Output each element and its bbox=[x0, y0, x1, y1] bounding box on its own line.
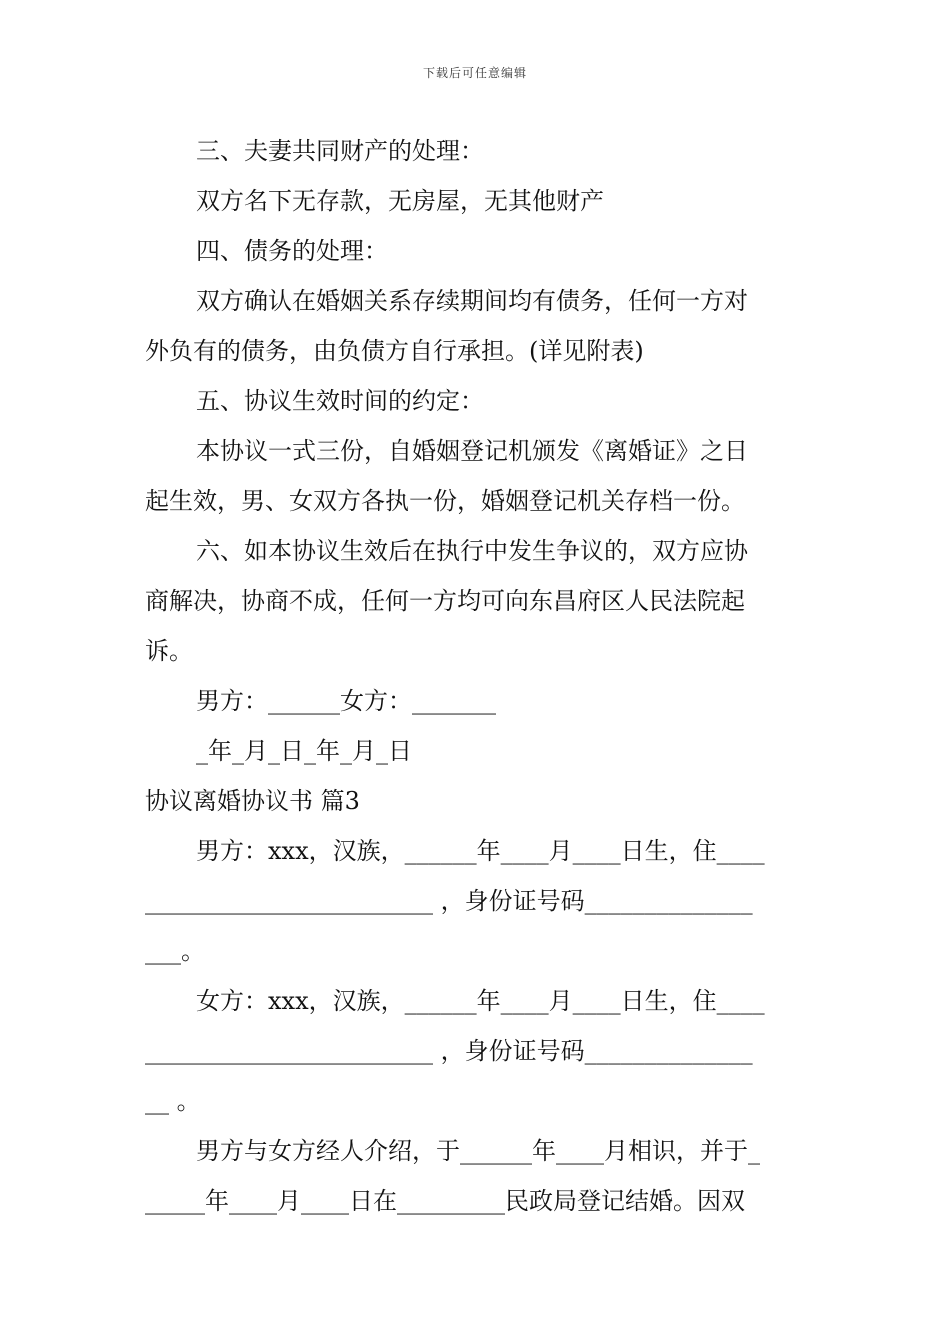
paragraph-line: ___。 bbox=[145, 937, 205, 965]
paragraph-line: 男方：xxx，汉族，______年____月____日生，住____ bbox=[196, 837, 765, 865]
paragraph-line: 六、如本协议生效后在执行中发生争议的，双方应协 bbox=[196, 537, 748, 565]
paragraph-line: 双方确认在婚姻关系存续期间均有债务，任何一方对 bbox=[196, 287, 748, 315]
section-heading-effective-time: 五、协议生效时间的约定： bbox=[196, 387, 484, 415]
section-heading-property: 三、夫妻共同财产的处理： bbox=[196, 137, 484, 165]
paragraph-line: ________________________ ，身份证号码______________ bbox=[145, 1037, 753, 1065]
paragraph-line: _____年____月____日在_________民政局登记结婚。因双 bbox=[145, 1187, 745, 1215]
signature-line: 男方：______女方：_______ bbox=[196, 687, 496, 715]
paragraph-line: 商解决，协商不成，任何一方均可向东昌府区人民法院起 bbox=[145, 587, 745, 615]
section-heading-debt: 四、债务的处理： bbox=[196, 237, 388, 265]
paragraph-line: 双方名下无存款，无房屋，无其他财产 bbox=[196, 187, 604, 215]
date-line: _年_月_日_年_月_日 bbox=[196, 737, 412, 765]
paragraph-line: 女方：xxx，汉族，______年____月____日生，住____ bbox=[196, 987, 765, 1015]
paragraph-line: 男方与女方经人介绍，于______年____月相识，并于_ bbox=[196, 1137, 760, 1165]
paragraph-line: 本协议一式三份，自婚姻登记机颁发《离婚证》之日 bbox=[196, 437, 748, 465]
paragraph-line: 起生效，男、女双方各执一份，婚姻登记机关存档一份。 bbox=[145, 487, 745, 515]
page-header: 下载后可任意编辑 bbox=[422, 66, 527, 80]
document-title: 协议离婚协议书 篇3 bbox=[145, 787, 360, 815]
document-body bbox=[145, 126, 809, 1226]
paragraph-line: ________________________ ，身份证号码______________ bbox=[145, 887, 753, 915]
paragraph-line: 外负有的债务，由负债方自行承担。(详见附表) bbox=[145, 337, 644, 365]
paragraph-line: __ 。 bbox=[145, 1087, 201, 1115]
paragraph-line: 诉。 bbox=[145, 637, 193, 665]
